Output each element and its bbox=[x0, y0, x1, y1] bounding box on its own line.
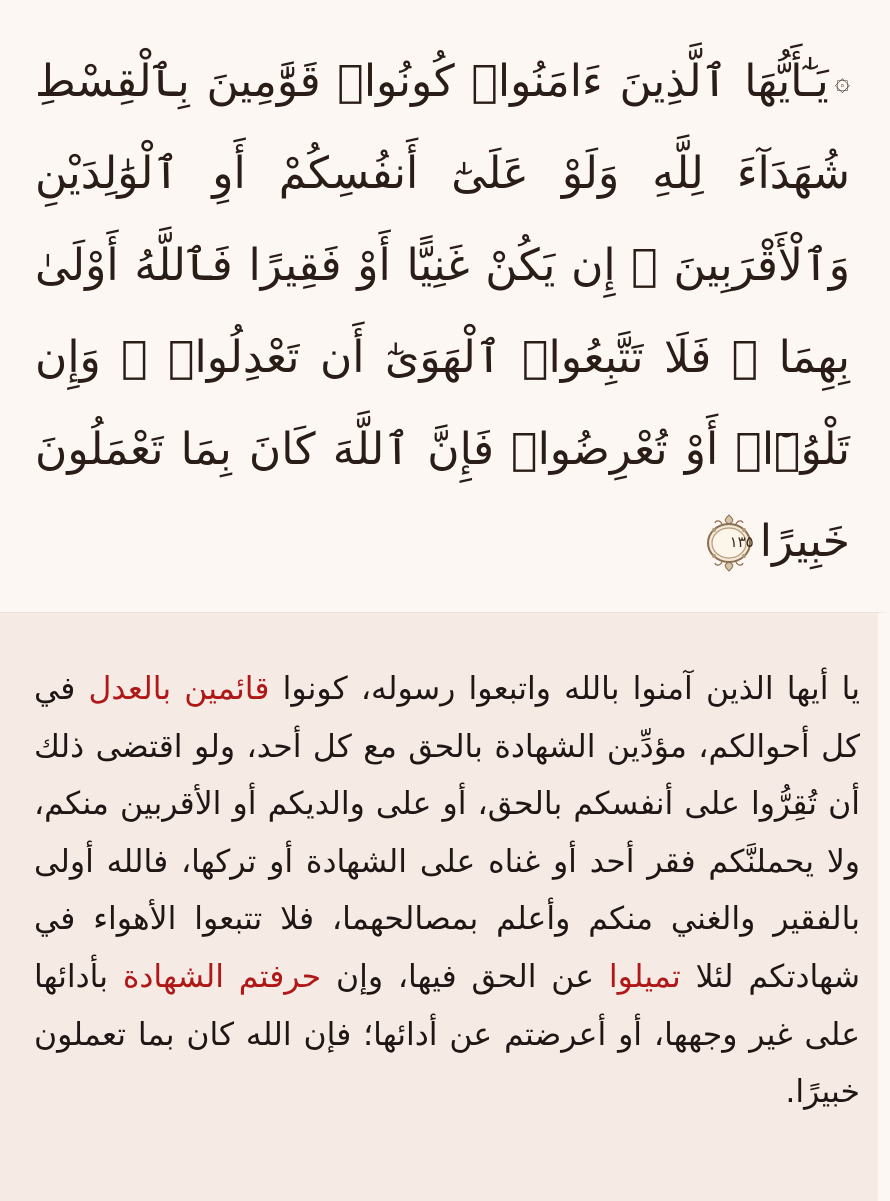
verse-body: يَـٰٓأَيُّهَا ٱلَّذِينَ ءَامَنُوا۟ كُونُوا۟ قَوَّٰمِينَ بِٱلْقِسْطِ شُهَدَآءَ لِلَّهِ وَلَوْ عَلَىٰٓ أَنفُسِكُمْ أَوِ ٱلْوَٰلِدَيْنِ وَٱلْأَقْرَبِينَ ۚ إِن يَكُنْ غَنِيًّا أَوْ فَقِيرًا فَٱللَّهُ أَوْلَىٰ بِهِمَا ۖ فَلَا تَتَّبِعُوا۟ ٱلْهَوَىٰٓ أَن تَعْدِلُوا۟ ۚ وَإِن تَلْوُۥٓا۟ أَوْ تُعْرِضُوا۟ فَإِنَّ ٱللَّهَ كَانَ بِمَا تَعْمَلُونَ خَبِيرًا bbox=[35, 56, 850, 567]
tafsir-segment: بأدائها على غير وجهها، أو أعرضتم عن أدائها؛ فإن الله كان بما تعملون خبيرًا. bbox=[34, 958, 860, 1111]
tafsir-segment: عن الحق فيها، وإن bbox=[321, 958, 609, 995]
tafsir-text[interactable] bbox=[34, 661, 860, 1122]
tafsir-highlight-tamilu[interactable]: تميلوا bbox=[608, 958, 681, 995]
tafsir-panel bbox=[0, 612, 890, 1201]
ayah-number-marker[interactable] bbox=[704, 514, 754, 572]
ayah-number: ١٣٥ bbox=[729, 533, 754, 551]
verse-start-mark-icon: ۞ bbox=[834, 67, 850, 97]
tafsir-segment: يا أيها الذين آمنوا بالله واتبعوا رسوله، كونوا bbox=[269, 671, 860, 707]
verse-text[interactable] bbox=[35, 36, 850, 588]
tafsir-highlight-harraftum-al-shahada[interactable]: حرفتم الشهادة bbox=[122, 958, 322, 995]
tafsir-highlight-qaimin-bil-adl[interactable]: قائمين بالعدل bbox=[88, 671, 270, 707]
tafsir-segment: في كل أحوالكم، مؤدِّين الشهادة بالحق مع كل أحد، ولو اقتضى ذلك أن تُقِرُّوا على أنفسكم بالحق، أو على والديكم أو الأقربين منكم، ولا يحملنَّكم فقر أحد أو غناه على الشهادة أو تركها، فالله أولى بالفقير والغني منكم وأعلم بمصالحهما، فلا تتبعوا الأهواء في شهادتكم لئلا bbox=[34, 671, 860, 995]
